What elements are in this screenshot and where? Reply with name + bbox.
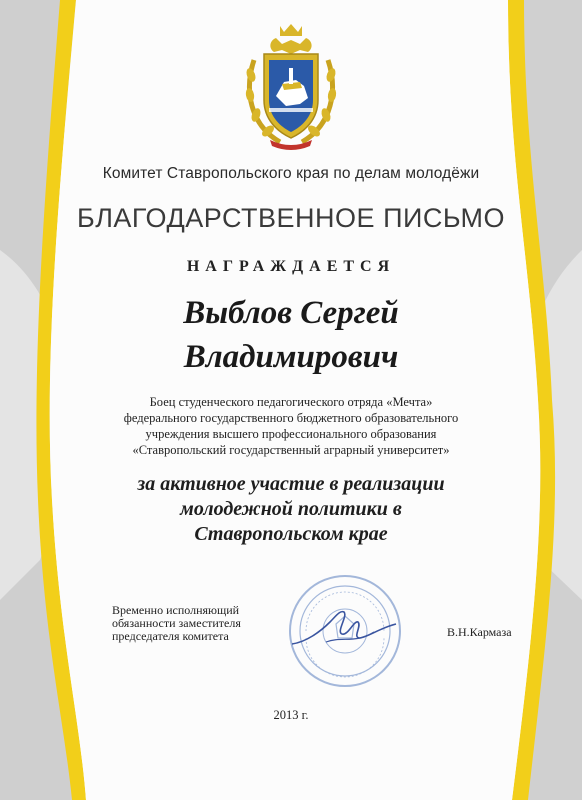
description-line: «Ставропольский государственный аграрный университет» bbox=[132, 443, 450, 457]
merit-line: молодежной политики в bbox=[180, 498, 402, 520]
official-stamp-icon bbox=[286, 572, 404, 690]
description-line: учреждения высшего профессионального образования bbox=[145, 427, 437, 441]
recipient-name-line-2: Владимирович bbox=[183, 339, 399, 375]
signatory-title-line: Временно исполняющий bbox=[112, 603, 240, 617]
merit-line: за активное участие в реализации bbox=[137, 473, 445, 495]
document-title: БЛАГОДАРСТВЕННОЕ ПИСЬМО bbox=[76, 203, 505, 233]
description-line: федерального государственного бюджетного образовательного bbox=[123, 411, 459, 425]
signatory-title-line: обязанности заместителя bbox=[112, 616, 241, 630]
signatory-title-line: председателя комитета bbox=[112, 629, 229, 643]
merit-line: Ставропольском крае bbox=[194, 523, 388, 545]
coat-of-arms-icon bbox=[240, 20, 342, 150]
description-line: Боец студенческого педагогического отряда «Мечта» bbox=[149, 395, 433, 409]
issue-year: 2013 г. bbox=[273, 708, 309, 722]
signer-name: В.Н.Кармаза bbox=[447, 625, 512, 639]
committee-name: Комитет Ставропольского края по делам молодёжи bbox=[102, 165, 480, 182]
awarded-label: НАГРАЖДАЕТСЯ bbox=[186, 258, 396, 275]
recipient-name-line-1: Выблов Сергей bbox=[183, 295, 399, 331]
